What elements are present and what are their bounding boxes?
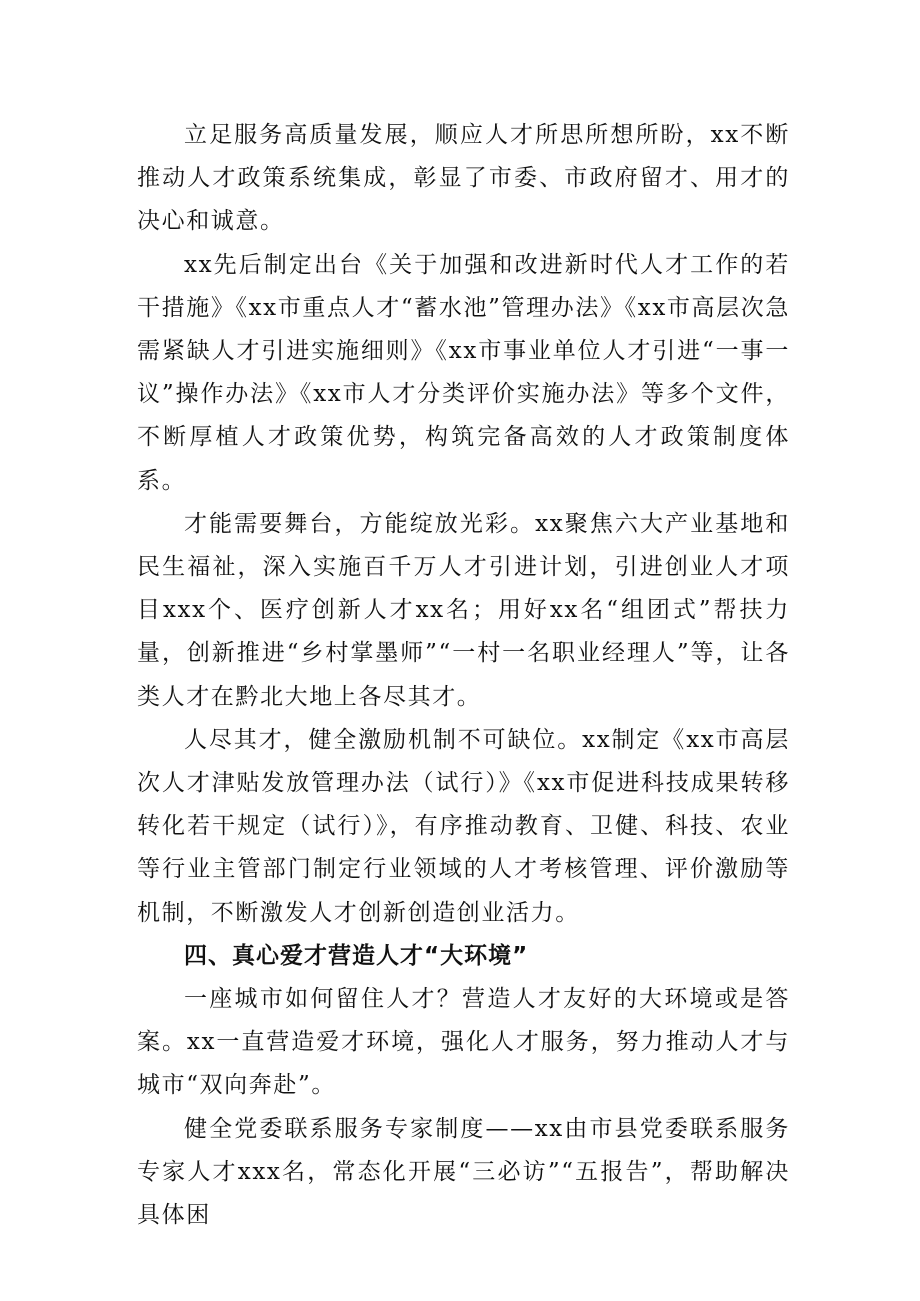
paragraph-policy-documents: xx先后制定出台《关于加强和改进新时代人才工作的若干措施》《xx市重点人才“蓄水池”管理办法》《xx市高层次急需紧缺人才引进实施细则》《xx市事业单位人才引进“一事一议”操作办法》《xx市人才分类评价实施办法》等多个文件，不断厚植人才政策优势，构筑完备高效的人才政策制度体系。 [137, 251, 790, 494]
paragraph-policy-integration: 立足服务高质量发展，顺应人才所思所想所盼，xx不断推动人才政策系统集成，彰显了市委、市政府留才、用才的决心和诚意。 [137, 122, 790, 235]
section-heading: 四、真心爱才营造人才“大环境” [184, 942, 529, 969]
paragraph-expert-contact: 健全党委联系服务专家制度——xx由市县党委联系服务专家人才xxx名，常态化开展“三必访”“五报告”，帮助解决具体困 [137, 1115, 790, 1229]
document-body [137, 114, 790, 1237]
paragraph-talent-stage: 才能需要舞台，方能绽放光彩。xx聚焦六大产业基地和民生福祉，深入实施百千万人才引进计划，引进创业人才项目xxx个、医疗创新人才xx名；用好xx名“组团式”帮扶力量，创新推进“乡村掌墨师”“一村一名职业经理人”等，让各类人才在黔北大地上各尽其才。 [137, 510, 790, 710]
paragraph-environment: 一座城市如何留住人才？营造人才友好的大环境或是答案。xx一直营造爱才环境，强化人才服务，努力推动人才与城市“双向奔赴”。 [137, 986, 790, 1099]
paragraph-incentive-mechanism: 人尽其才，健全激励机制不可缺位。xx制定《xx市高层次人才津贴发放管理办法（试行）》《xx市促进科技成果转移转化若干规定（试行）》，有序推动教育、卫健、科技、农业等行业主管部门制定行业领域的人才考核管理、评价激励等机制，不断激发人才创新创造创业活力。 [137, 726, 790, 926]
